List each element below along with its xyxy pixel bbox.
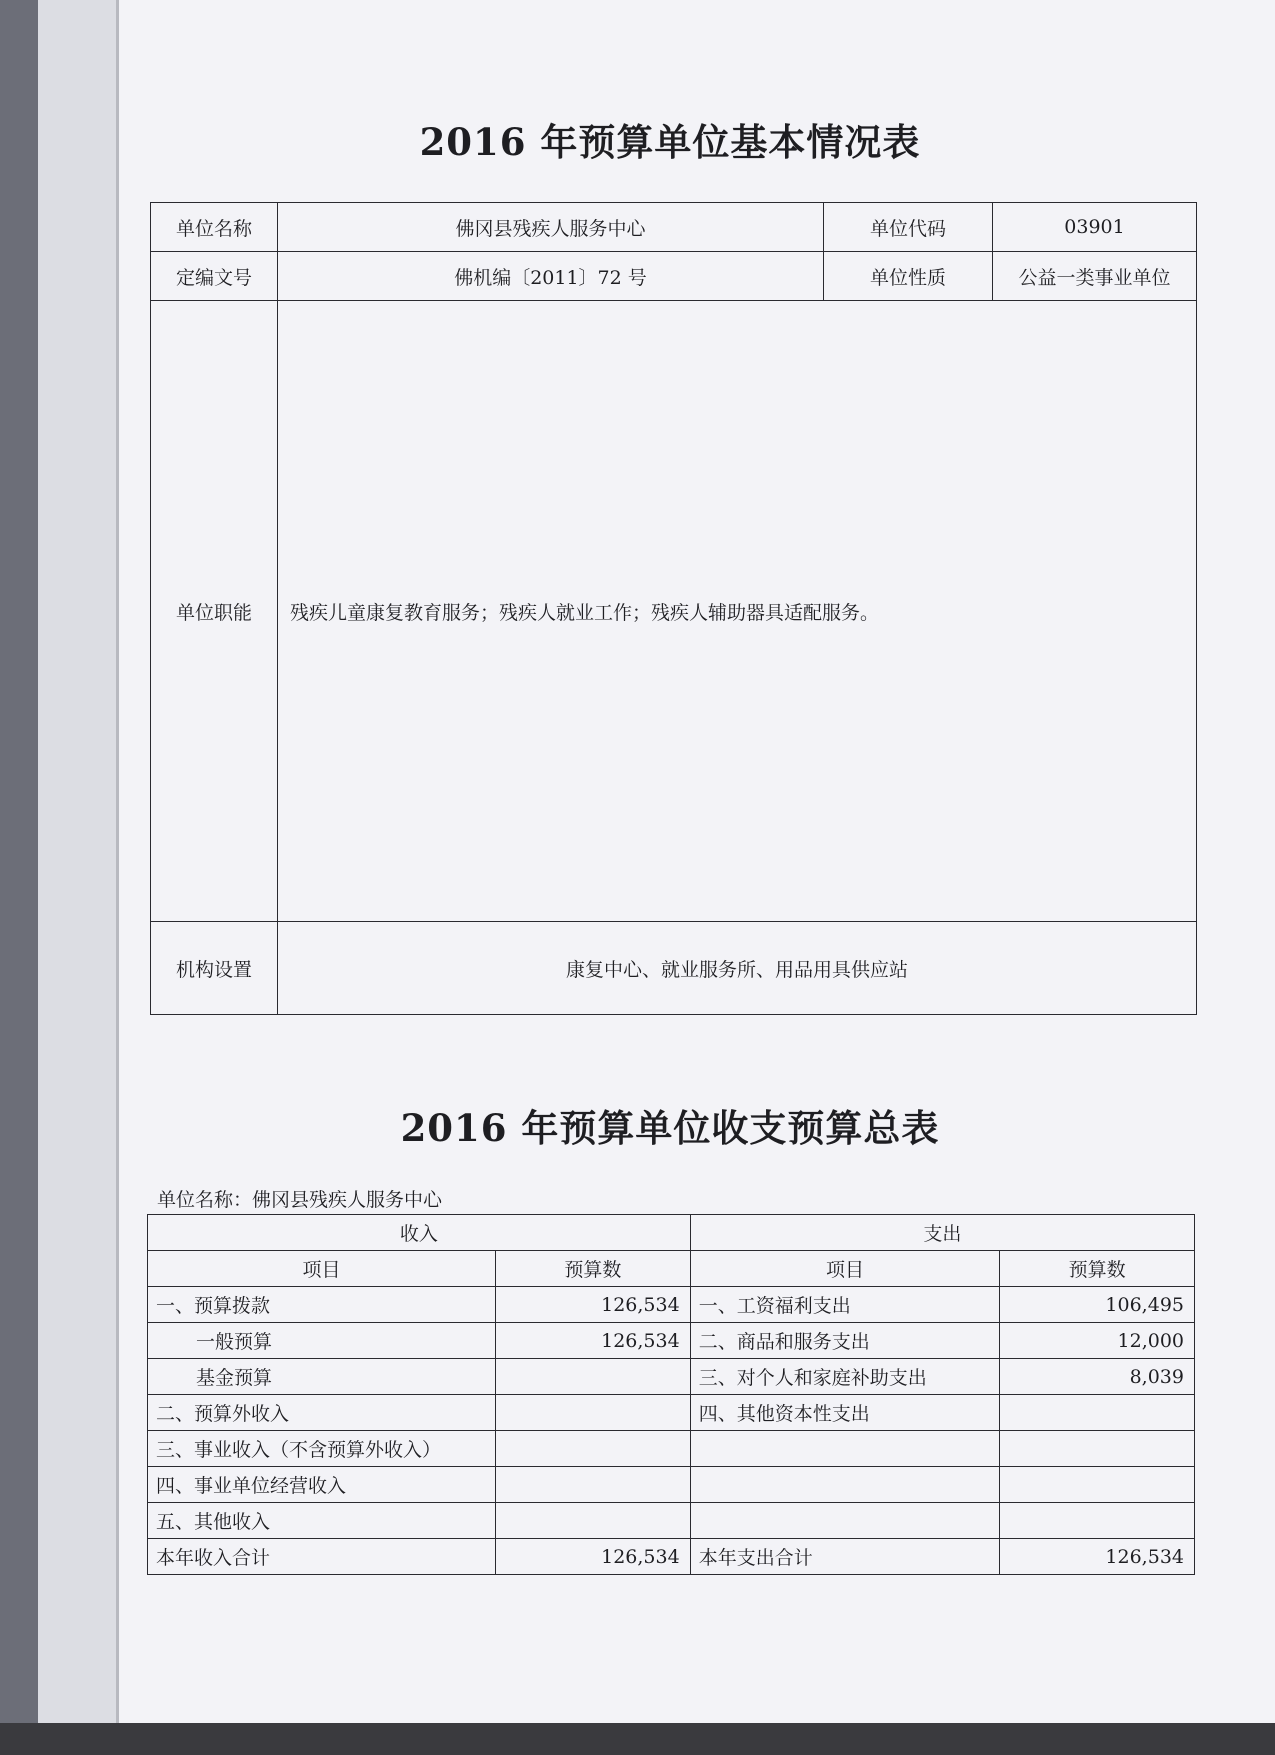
total-income-label: 本年收入合计 [148,1539,496,1575]
expense-amount [1000,1395,1195,1431]
income-header: 收入 [148,1215,691,1251]
scan-bottom-edge [0,1723,1275,1755]
expense-item: 三、对个人和家庭补助支出 [690,1359,1000,1395]
basic-info-table [150,202,1197,1015]
doc-no-label: 定编文号 [151,252,278,301]
income-item: 基金预算 [148,1359,496,1395]
expense-col-amount: 预算数 [1000,1251,1195,1287]
income-amount: 126,534 [496,1287,691,1323]
total-expense-value: 126,534 [1000,1539,1195,1575]
expense-header: 支出 [690,1215,1194,1251]
expense-item [690,1431,1000,1467]
income-item: 四、事业单位经营收入 [148,1467,496,1503]
budget-summary-table [147,1214,1195,1575]
budget-row [148,1431,1195,1467]
income-item: 三、事业收入（不含预算外收入） [148,1431,496,1467]
income-col-item: 项目 [148,1251,496,1287]
budget-row [148,1287,1195,1323]
expense-item: 四、其他资本性支出 [690,1395,1000,1431]
expense-item: 二、商品和服务支出 [690,1323,1000,1359]
scan-binding-edge [0,0,38,1755]
income-amount [496,1467,691,1503]
expense-amount: 12,000 [1000,1323,1195,1359]
income-amount: 126,534 [496,1323,691,1359]
expense-amount [1000,1431,1195,1467]
unit-nature-label: 单位性质 [824,252,993,301]
expense-amount: 106,495 [1000,1287,1195,1323]
income-amount [496,1359,691,1395]
expense-amount: 8,039 [1000,1359,1195,1395]
unit-name-value: 佛冈县残疾人服务中心 [278,203,824,252]
expense-col-item: 项目 [690,1251,1000,1287]
total-expense-label: 本年支出合计 [690,1539,1000,1575]
budget-row [148,1467,1195,1503]
functions-value: 残疾儿童康复教育服务；残疾人就业工作；残疾人辅助器具适配服务。 [278,301,1197,922]
income-amount [496,1431,691,1467]
unit-code-label: 单位代码 [824,203,993,252]
income-item: 五、其他收入 [148,1503,496,1539]
income-col-amount: 预算数 [496,1251,691,1287]
income-item: 一般预算 [148,1323,496,1359]
expense-item [690,1503,1000,1539]
expense-item: 一、工资福利支出 [690,1287,1000,1323]
expense-amount [1000,1467,1195,1503]
income-item: 一、预算拨款 [148,1287,496,1323]
unit-code-value: 03901 [993,203,1197,252]
income-amount [496,1503,691,1539]
functions-label: 单位职能 [151,301,278,922]
expense-amount [1000,1503,1195,1539]
total-income-value: 126,534 [496,1539,691,1575]
budget-row [148,1359,1195,1395]
budget-row [148,1323,1195,1359]
budget-table-title: 2016 年预算单位收支预算总表 [400,1106,940,1150]
budget-row [148,1503,1195,1539]
org-value: 康复中心、就业服务所、用品用具供应站 [278,922,1197,1015]
income-amount [496,1395,691,1431]
unit-nature-value: 公益一类事业单位 [993,252,1197,301]
scan-page-underlay [38,0,116,1755]
income-item: 二、预算外收入 [148,1395,496,1431]
org-label: 机构设置 [151,922,278,1015]
doc-no-value: 佛机编〔2011〕72 号 [278,252,824,301]
budget-row [148,1395,1195,1431]
info-table-title: 2016 年预算单位基本情况表 [419,120,921,164]
budget-unit-line: 单位名称：佛冈县残疾人服务中心 [157,1189,443,1211]
unit-name-label: 单位名称 [151,203,278,252]
expense-item [690,1467,1000,1503]
